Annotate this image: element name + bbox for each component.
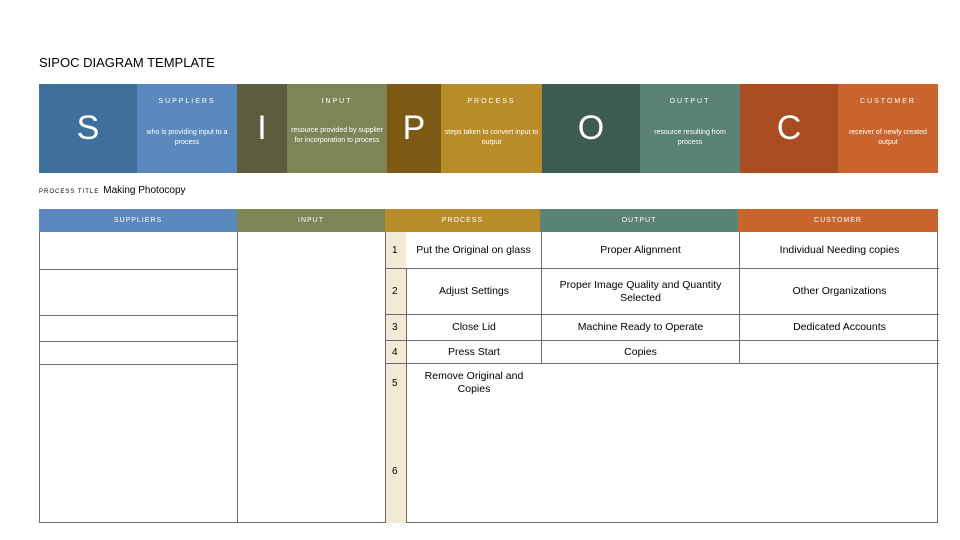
step-number: 2 bbox=[386, 269, 406, 314]
table-row bbox=[386, 341, 939, 364]
customer-letter: C bbox=[740, 84, 838, 173]
suppliers-heading: SUPPLIERS bbox=[158, 98, 216, 105]
table-row bbox=[386, 315, 939, 341]
process-cell[interactable]: Put the Original on glass bbox=[416, 243, 531, 256]
process-description-block bbox=[441, 84, 542, 173]
step-number: 5 bbox=[386, 364, 406, 402]
row-divider bbox=[40, 364, 237, 365]
output-letter: O bbox=[542, 84, 640, 173]
step-number: 1 bbox=[386, 232, 406, 268]
process-cell[interactable]: Remove Original and Copies bbox=[406, 364, 541, 402]
sipoc-table bbox=[39, 209, 938, 523]
header-input: INPUT bbox=[237, 209, 385, 232]
header-process: PROCESS bbox=[385, 209, 540, 232]
suppliers-description: who is providing input to a process bbox=[146, 129, 228, 146]
table-row bbox=[386, 232, 939, 269]
customer-cell[interactable] bbox=[739, 364, 939, 402]
step-number: 4 bbox=[386, 341, 406, 363]
output-cell[interactable]: Machine Ready to Operate bbox=[541, 315, 739, 340]
customer-description: receiver of newly created output bbox=[849, 129, 927, 146]
output-description-block bbox=[640, 84, 740, 173]
row-divider bbox=[40, 341, 237, 342]
output-cell[interactable]: Proper Alignment bbox=[541, 232, 739, 268]
customer-description-block bbox=[838, 84, 938, 173]
process-cell[interactable] bbox=[406, 402, 541, 523]
process-description: steps taken to convert input to output bbox=[444, 129, 539, 146]
customer-cell[interactable]: Other Organizations bbox=[739, 269, 939, 314]
output-heading: OUTPUT bbox=[669, 98, 711, 105]
output-cell[interactable] bbox=[541, 364, 739, 402]
suppliers-letter: S bbox=[39, 84, 137, 173]
page-title: SIPOC DIAGRAM TEMPLATE bbox=[39, 55, 215, 70]
output-cell[interactable] bbox=[541, 402, 739, 523]
process-cell[interactable]: Press Start bbox=[406, 341, 541, 363]
output-cell[interactable]: Copies bbox=[541, 341, 739, 363]
input-description: resource provided by supplier for incorporation to process bbox=[291, 127, 383, 144]
output-cell[interactable]: Proper Image Quality and Quantity Selected bbox=[541, 269, 739, 314]
output-description: resource resulting from process bbox=[654, 129, 726, 146]
process-letter: P bbox=[387, 84, 441, 173]
customer-cell[interactable]: Dedicated Accounts bbox=[739, 315, 939, 340]
table-row bbox=[386, 269, 939, 315]
input-heading: INPUT bbox=[321, 98, 353, 105]
row-divider bbox=[40, 269, 237, 270]
input-column[interactable] bbox=[238, 232, 386, 522]
process-title-label: PROCESS TITLE bbox=[39, 189, 100, 195]
customer-cell[interactable] bbox=[739, 402, 939, 523]
header-customer: CUSTOMER bbox=[738, 209, 938, 232]
customer-cell[interactable]: Individual Needing copies bbox=[739, 232, 939, 268]
customer-heading: CUSTOMER bbox=[860, 98, 916, 105]
suppliers-column[interactable] bbox=[40, 232, 238, 522]
process-title-row bbox=[39, 185, 186, 196]
table-header bbox=[39, 209, 938, 232]
step-number: 3 bbox=[386, 315, 406, 340]
table-row bbox=[386, 364, 939, 402]
table-row bbox=[386, 402, 939, 523]
process-heading: PROCESS bbox=[467, 98, 516, 105]
row-divider bbox=[40, 315, 237, 316]
sipoc-banner bbox=[39, 84, 938, 173]
header-suppliers: SUPPLIERS bbox=[39, 209, 237, 232]
suppliers-description-block bbox=[137, 84, 237, 173]
header-output: OUTPUT bbox=[540, 209, 738, 232]
process-title-value[interactable]: Making Photocopy bbox=[103, 185, 186, 196]
step-number: 6 bbox=[386, 402, 406, 523]
input-letter: I bbox=[237, 84, 287, 173]
input-description-block bbox=[287, 84, 387, 173]
process-cell[interactable]: Close Lid bbox=[406, 315, 541, 340]
customer-cell[interactable] bbox=[739, 341, 939, 363]
process-cell[interactable]: Adjust Settings bbox=[406, 269, 541, 314]
table-body bbox=[39, 232, 938, 523]
